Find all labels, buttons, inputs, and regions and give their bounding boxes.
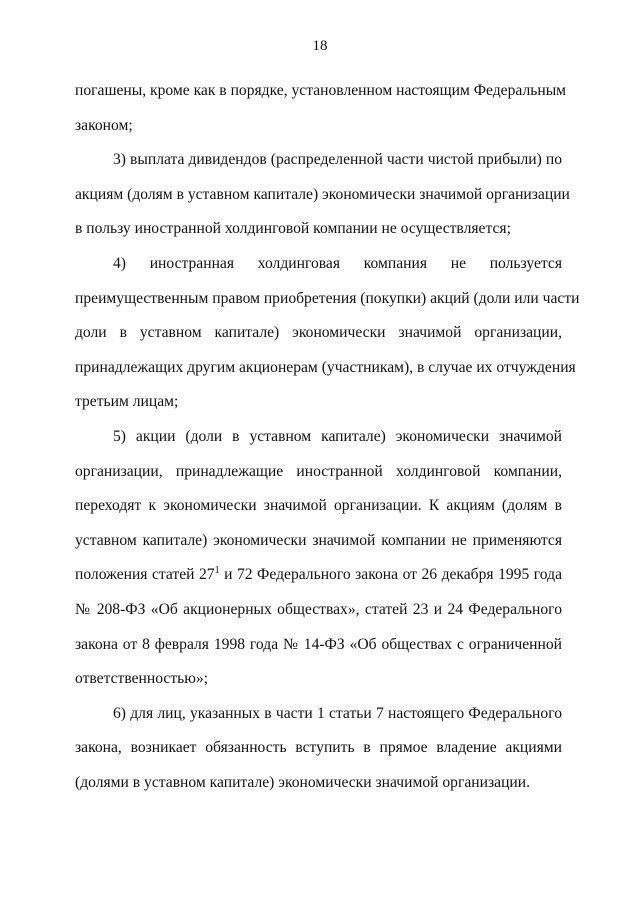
text-line: переходят к экономически значимой организации. К акциям (долям в	[75, 497, 562, 515]
text-line: закона от 8 февраля 1998 года № 14-ФЗ «Об обществах с ограниченной	[75, 635, 562, 653]
list-item-6-line: 6) для лиц, указанных в части 1 статьи 7 настоящего Федерального	[113, 704, 562, 722]
list-item-5-line: 5) акции (доли в уставном капитале) экономически значимой	[113, 427, 562, 445]
document-body	[75, 74, 580, 800]
text-line: акциям (долям в уставном капитале) экономически значимой организации	[75, 185, 570, 203]
text-line: третьим лицам;	[75, 393, 179, 411]
list-item-4-line: 4) иностранная холдинговая компания не пользуется	[113, 254, 562, 272]
text-line: доли в уставном капитале) экономически значимой организации,	[75, 324, 562, 342]
text-line: (долями в уставном капитале) экономически значимой организации.	[75, 773, 531, 791]
text-line: ответственностью»;	[75, 670, 209, 688]
text-line: закона, возникает обязанность вступить в прямое владение акциями	[75, 739, 562, 757]
text-line: уставном капитале) экономически значимой компании не применяются	[75, 531, 562, 549]
text-line: в пользу иностранной холдинговой компании не осуществляется;	[75, 220, 511, 238]
text-line: № 208-ФЗ «Об акционерных обществах», статей 23 и 24 Федерального	[75, 600, 562, 618]
text-line: организации, принадлежащие иностранной холдинговой компании,	[75, 462, 562, 480]
text-fragment: и 72 Федерального закона от 26 декабря 1995 года	[219, 566, 562, 584]
text-line: законом;	[75, 116, 133, 134]
text-line-with-superscript	[75, 558, 562, 593]
text-fragment: положения статей 27	[75, 566, 215, 584]
list-item-3-line: 3) выплата дивидендов (распределенной части чистой прибыли) по	[113, 151, 562, 169]
text-line: преимущественным правом приобретения (покупки) акций (доли или части	[75, 289, 580, 307]
text-line: принадлежащих другим акционерам (участникам), в случае их отчуждения	[75, 358, 576, 376]
superscript: 1	[214, 565, 220, 577]
text-line: погашены, кроме как в порядке, установленном настоящим Федеральным	[75, 82, 567, 99]
page-number: 18	[312, 38, 328, 54]
